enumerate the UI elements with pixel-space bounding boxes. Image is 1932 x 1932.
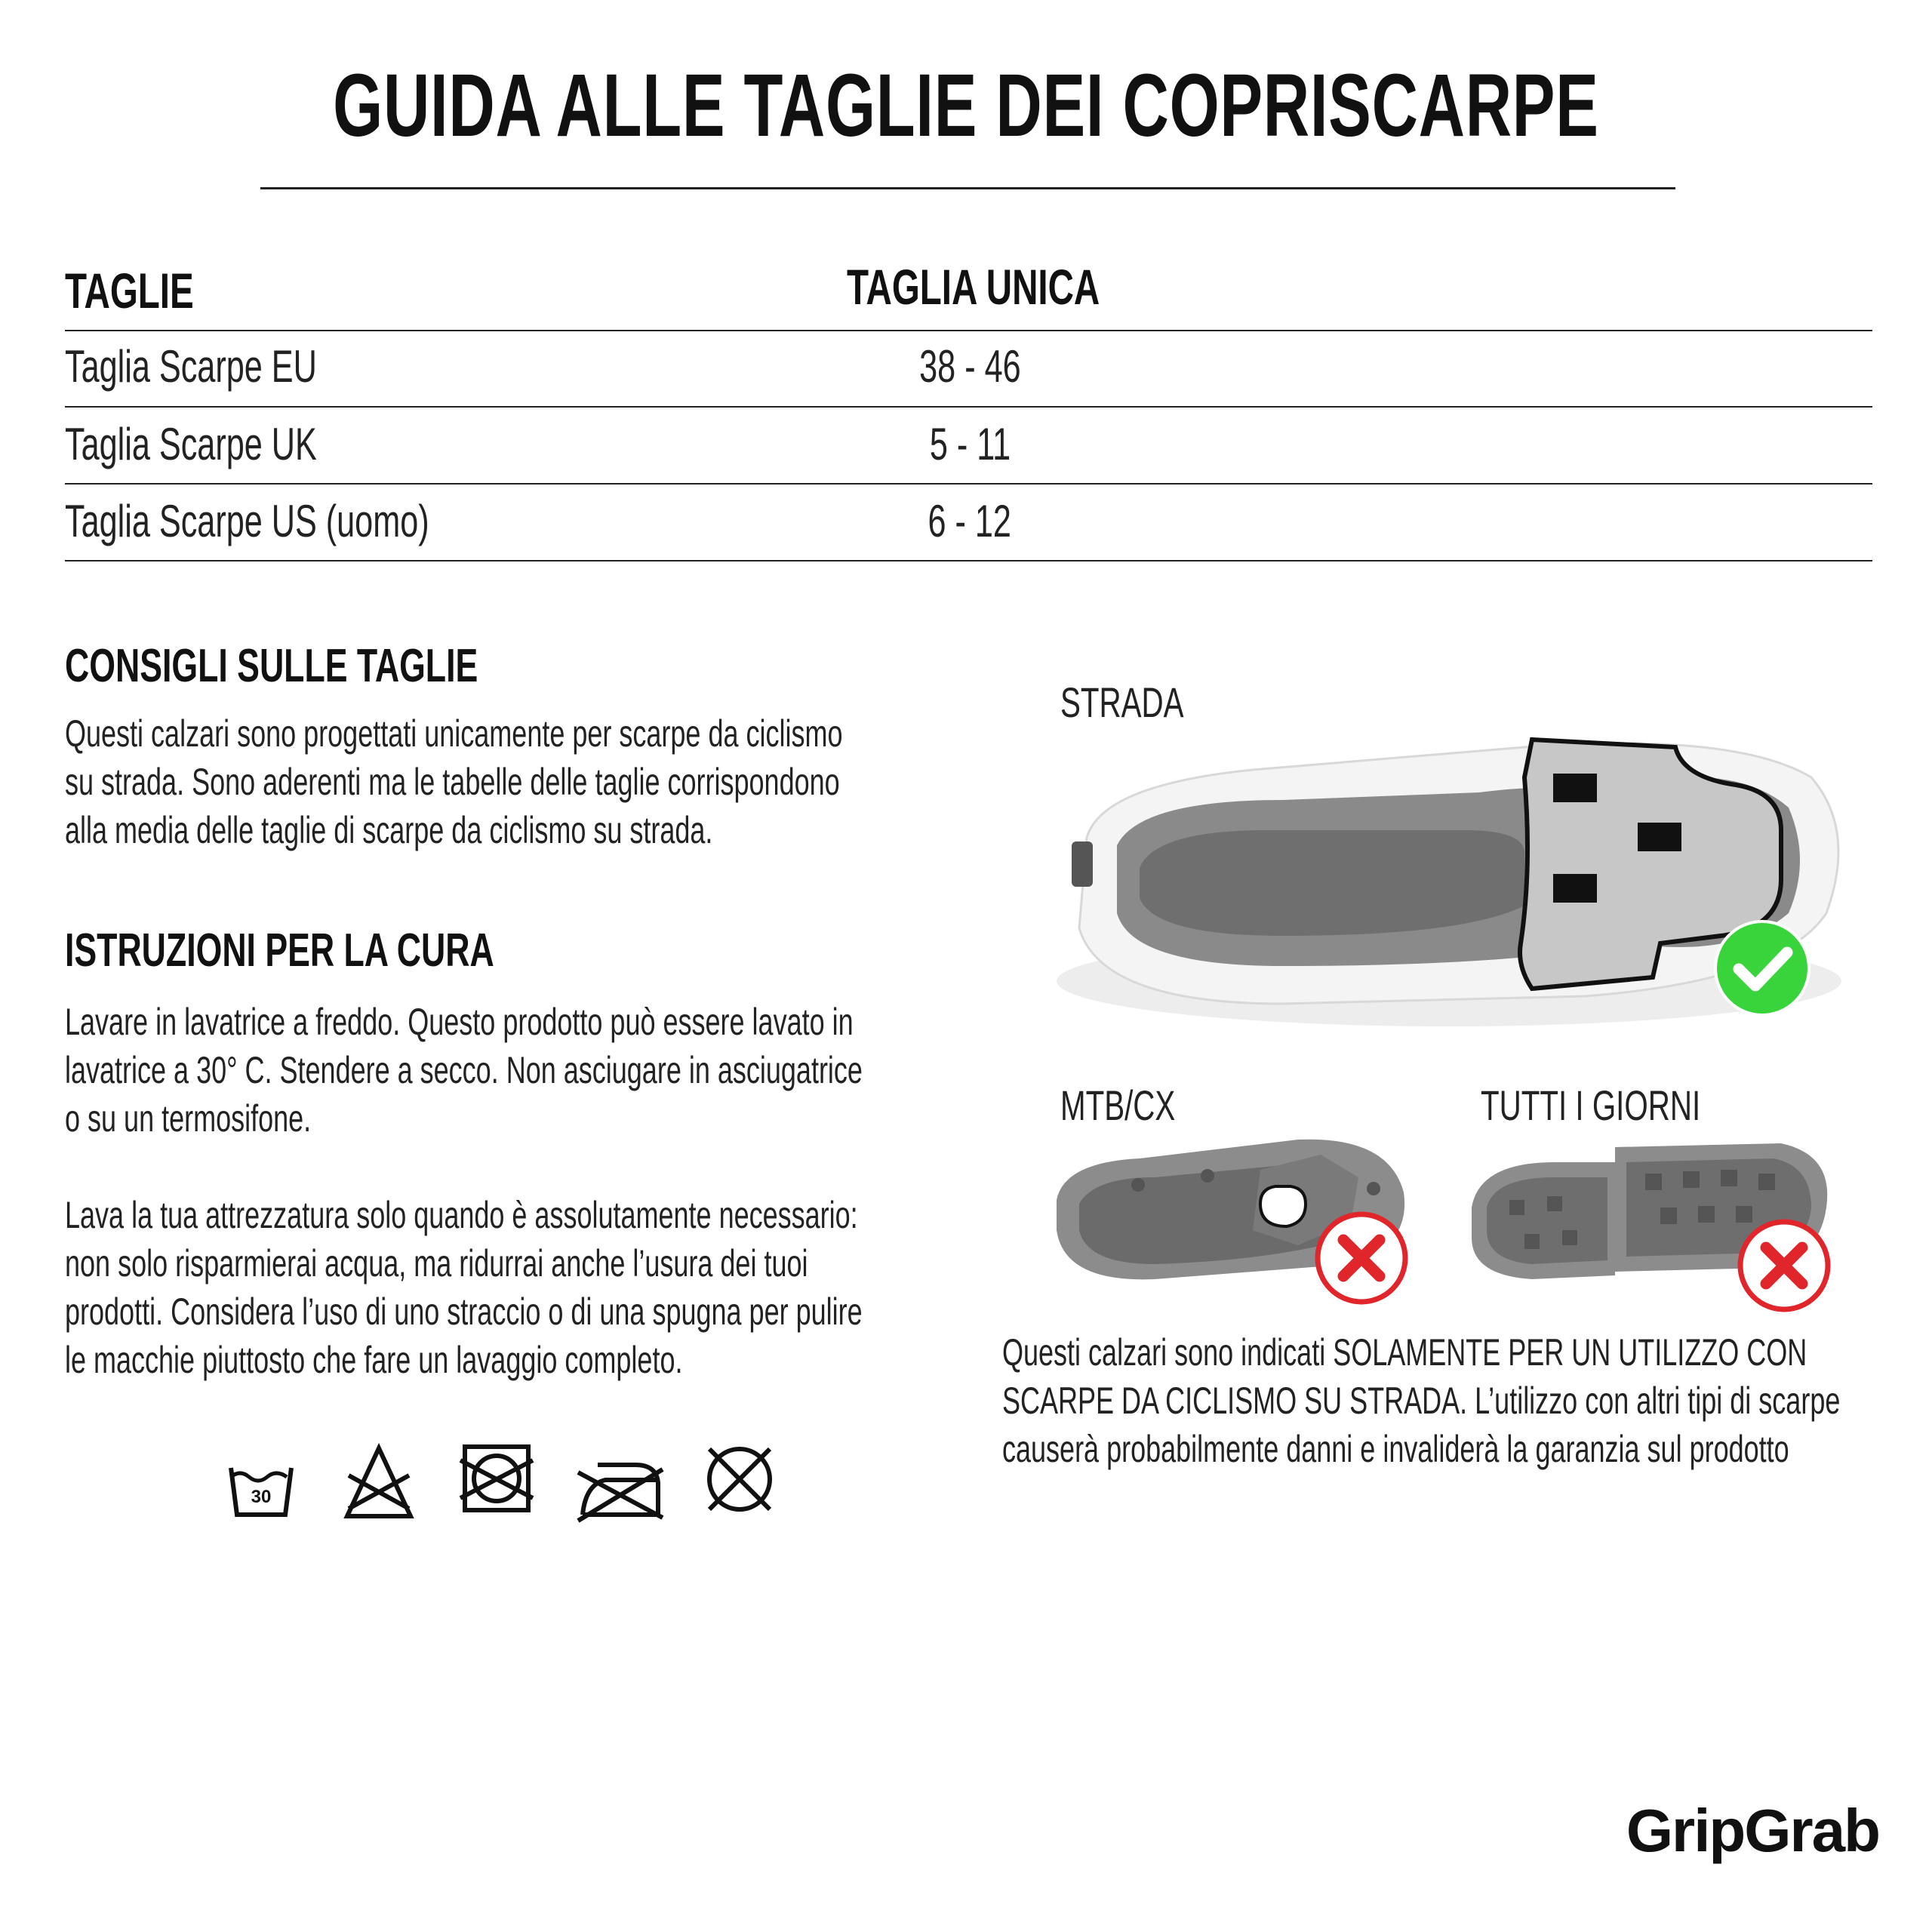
care-line: Lava la tua attrezzatura solo quando è assolutamente necessario: (65, 1194, 858, 1236)
title-divider (260, 187, 1675, 189)
wash-30-icon (226, 1460, 296, 1521)
no-iron-icon (575, 1442, 666, 1525)
brand-logo: GripGrab (1626, 1797, 1879, 1864)
table-row-uk-label: Taglia Scarpe UK (65, 419, 317, 469)
page-title: GUIDA ALLE TAGLIE DEI COPRISCARPE (333, 56, 1599, 155)
table-row-us-label: Taglia Scarpe US (uomo) (65, 496, 429, 546)
sizing-advice-line: su strada. Sono aderenti ma le tabelle delle taglie corrispondono (65, 761, 840, 803)
no-dry-clean-icon (702, 1438, 777, 1521)
care-symbols (226, 1438, 785, 1528)
care-heading: ISTRUZIONI PER LA CURA (65, 924, 494, 977)
cross-icon-everyday (1737, 1219, 1831, 1312)
cross-icon-mtb (1315, 1211, 1408, 1305)
table-rule-0 (65, 330, 1872, 331)
care-line: le macchie piuttosto che fare un lavaggio completo. (65, 1339, 683, 1381)
table-row-us-value: 6 - 12 (928, 496, 1012, 546)
road-shoe-label: STRADA (1060, 678, 1184, 726)
table-rule-1 (65, 406, 1872, 408)
compatibility-line: causerà probabilmente danni e invaliderà la garanzia sul prodotto (1002, 1428, 1789, 1470)
mtb-shoe-label: MTB/CX (1060, 1081, 1176, 1129)
everyday-shoe-label: TUTTI I GIORNI (1481, 1081, 1701, 1129)
care-line: Lavare in lavatrice a freddo. Questo prodotto può essere lavato in (65, 1001, 854, 1043)
check-icon (1713, 919, 1811, 1017)
compatibility-line: SCARPE DA CICLISMO SU STRADA. L’utilizzo con altri tipi di scarpe (1002, 1380, 1841, 1422)
table-row-uk-value: 5 - 11 (929, 419, 1011, 469)
table-rule-3 (65, 560, 1872, 561)
table-header-sizes: TAGLIE (65, 263, 194, 318)
sizing-advice-text (65, 709, 993, 854)
compatibility-note (1002, 1328, 1863, 1473)
care-text-1 (65, 998, 993, 1143)
care-line: non solo risparmierai acqua, ma ridurrai anche l’usura dei tuoi (65, 1242, 808, 1284)
sizing-advice-line: Questi calzari sono progettati unicamente per scarpe da ciclismo (65, 712, 843, 755)
compatibility-line: Questi calzari sono indicati SOLAMENTE PER UN UTILIZZO CON (1002, 1331, 1807, 1374)
care-line: prodotti. Considera l’uso di uno straccio o di una spugna per pulire (65, 1291, 863, 1333)
table-rule-2 (65, 483, 1872, 485)
no-bleach-icon (341, 1441, 417, 1524)
table-row-eu-label: Taglia Scarpe EU (65, 341, 317, 392)
no-tumble-dry-icon (459, 1438, 534, 1521)
sizing-advice-line: alla media delle taglie di scarpe da ciclismo su strada. (65, 809, 713, 851)
care-text-2 (65, 1191, 993, 1384)
table-row-eu-value: 38 - 46 (918, 341, 1021, 392)
table-header-one-size: TAGLIA UNICA (847, 259, 1100, 315)
care-line: o su un termosifone. (65, 1097, 312, 1140)
sizing-advice-heading: CONSIGLI SULLE TAGLIE (65, 640, 478, 692)
care-line: lavatrice a 30° C. Stendere a secco. Non asciugare in asciugatrice (65, 1049, 863, 1091)
wash-temperature: 30 (251, 1487, 272, 1507)
